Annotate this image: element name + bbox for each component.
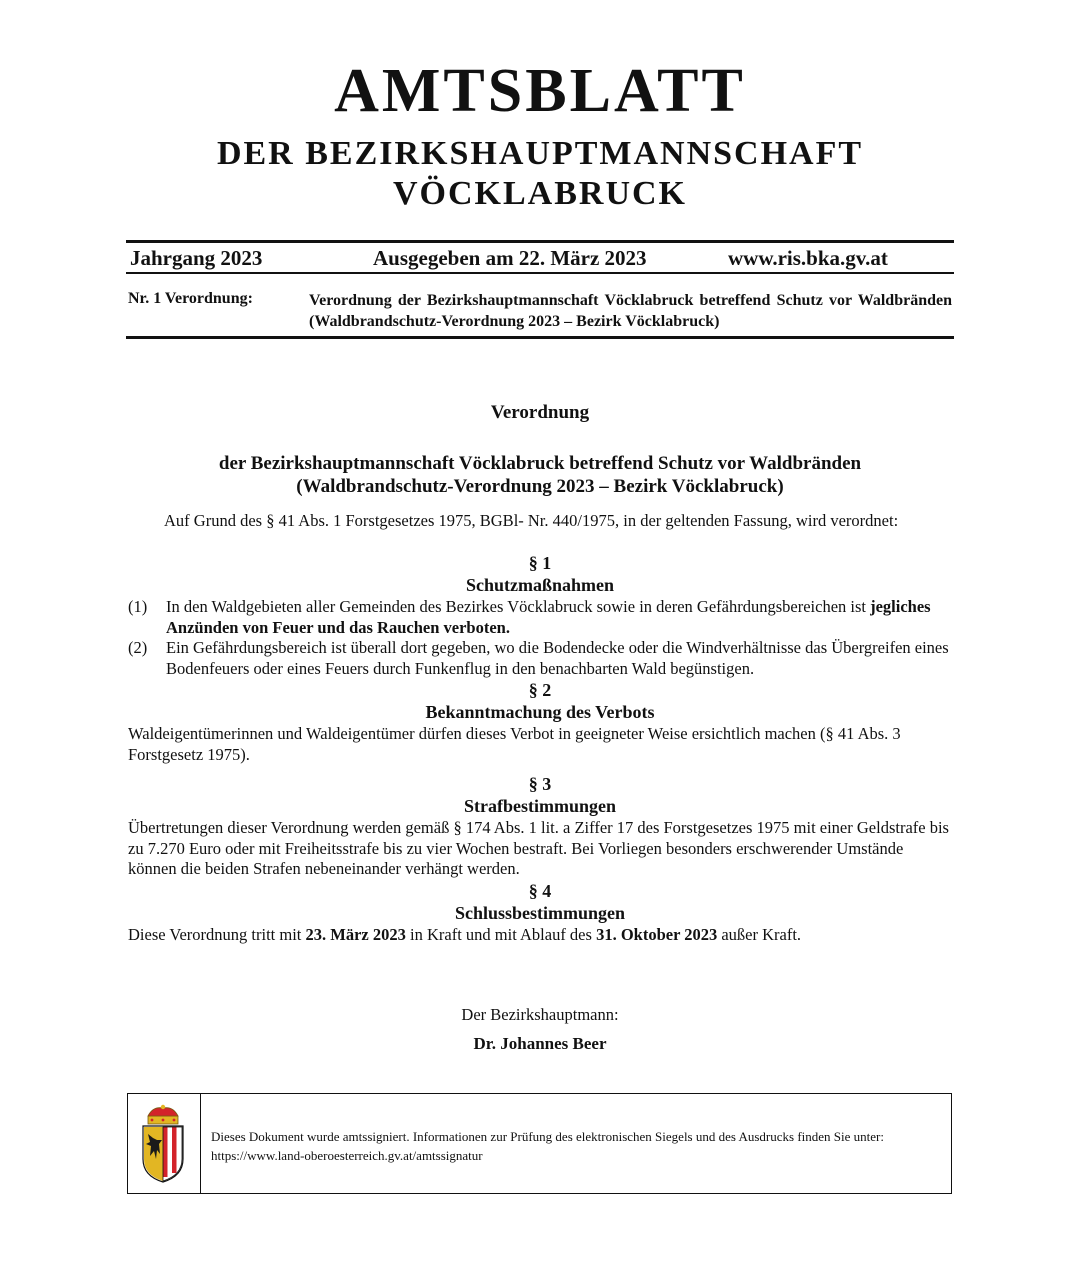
bottom-divider xyxy=(126,336,954,339)
signatory-role: Der Bezirkshauptmann: xyxy=(461,1005,619,1024)
section-1-title: Schutzmaßnahmen xyxy=(465,575,615,595)
signatory-name: Dr. Johannes Beer xyxy=(473,1034,607,1053)
section-1-paragraph-2 xyxy=(128,638,952,679)
document-heading: Verordnung xyxy=(490,402,590,423)
paragraph-text: In den Waldgebieten aller Gemeinden des Bezirkes Vöcklabruck sowie in deren Gefährdungsbereichen ist xyxy=(166,597,871,616)
expiry-date: 31. Oktober 2023 xyxy=(596,924,718,944)
text-part: in Kraft und mit Ablauf des xyxy=(405,924,597,944)
website-link[interactable]: www.ris.bka.gv.at xyxy=(728,246,888,270)
paragraph-bold-text: jegliches Anzünden von Feuer und das Rauchen verboten. xyxy=(166,597,931,637)
section-1-number: § 1 xyxy=(528,553,552,573)
paragraph-number: (2) xyxy=(128,638,148,657)
section-2-title: Bekanntmachung des Verbots xyxy=(425,702,655,722)
top-divider xyxy=(126,240,954,243)
issue-date: Ausgegeben am 22. März 2023 xyxy=(373,246,647,270)
section-2-number: § 2 xyxy=(528,680,552,700)
section-3-number: § 3 xyxy=(528,774,552,794)
text-part: außer Kraft. xyxy=(717,924,802,944)
section-4-text xyxy=(128,925,952,946)
subtitle-line-2: VÖCKLABRUCK xyxy=(392,175,688,212)
preamble: Auf Grund des § 41 Abs. 1 Forstgesetzes 1975, BGBl- Nr. 440/1975, in der geltenden Fassung, wird verordnet: xyxy=(164,511,899,530)
gazette-subtitle xyxy=(0,134,1080,214)
section-3-text: Übertretungen dieser Verordnung werden gemäß § 174 Abs. 1 lit. a Ziffer 17 des Forstgesetzes 1975 mit einer Geldstrafe bis zu 7.270 Euro oder mit Freiheitsstrafe bis zu vier Wochen bestraft. Bei Vorliegen besonders erschwerender Umstände können die beiden Strafen nebeneinander verhängt werden. xyxy=(128,818,949,878)
paragraph-text: Ein Gefährdungsbereich ist überall dort gegeben, wo die Bodendecke oder die Windverhältnisse das Übergreifen eines Bodenfeuers oder eines Feuers durch Funkenflug in den benachbarten Wald begünstigen. xyxy=(166,638,949,678)
document-subheading xyxy=(0,452,1080,498)
signature-notice: Dieses Dokument wurde amtssigniert. Informationen zur Prüfung des elektronischen Siegels und des Ausdrucks finden Sie unter: https://www.land-oberoesterreich.gv.at/amtssignatur xyxy=(211,1129,884,1163)
section-2-text: Waldeigentümerinnen und Waldeigentümer dürfen dieses Verbot in geeigneter Weise ersichtlich machen (§ 41 Abs. 3 Forstgesetz 1975). xyxy=(128,724,901,764)
subtitle-line-1: DER BEZIRKSHAUPTMANNSCHAFT xyxy=(216,135,864,172)
section-4-title: Schlussbestimmungen xyxy=(454,902,626,923)
section-4-number: § 4 xyxy=(528,880,552,901)
issue-info-row xyxy=(128,244,952,272)
gazette-title: AMTSBLATT xyxy=(334,57,746,125)
volume-year: Jahrgang 2023 xyxy=(130,246,263,270)
regulation-body xyxy=(128,552,952,945)
section-1-paragraph-1 xyxy=(128,597,952,638)
crest-cell xyxy=(128,1094,201,1193)
upper-austria-coat-of-arms-icon xyxy=(138,1104,188,1184)
paragraph-number: (1) xyxy=(128,597,148,616)
official-signature-box xyxy=(127,1093,952,1194)
middle-divider xyxy=(126,272,954,274)
effective-date: 23. März 2023 xyxy=(305,924,406,944)
subheading-line-1: der Bezirkshauptmannschaft Vöcklabruck betreffend Schutz vor Waldbränden xyxy=(218,453,862,474)
entry-description: Verordnung der Bezirkshauptmannschaft Vöcklabruck betreffend Schutz vor Waldbränden (Waldbrandschutz-Verordnung 2023 – Bezirk Vöcklabruck) xyxy=(309,292,952,330)
text-part: Diese Verordnung tritt mit xyxy=(128,924,306,944)
section-3-title: Strafbestimmungen xyxy=(464,796,616,816)
subheading-line-2: (Waldbrandschutz-Verordnung 2023 – Bezirk Vöcklabruck) xyxy=(296,476,784,497)
entry-number-label: Nr. 1 Verordnung: xyxy=(128,290,253,307)
